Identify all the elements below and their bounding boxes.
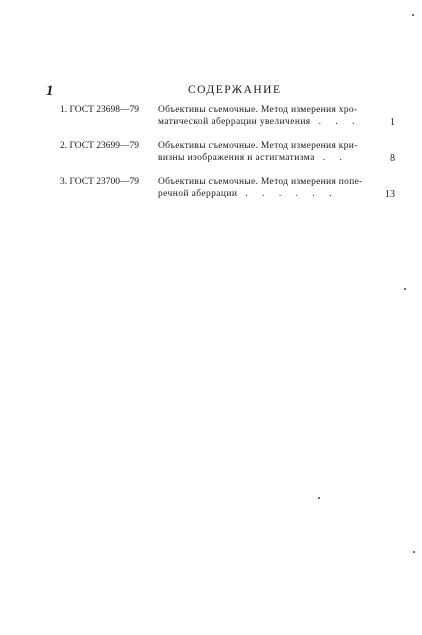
toc-entry-title-line2-text: визны изображения и астигматизма	[158, 153, 315, 163]
toc-entry-title-line1: Объективы съемочные. Метод измерения хро-	[158, 105, 358, 115]
corner-mark: 1	[46, 83, 54, 99]
scan-speck	[318, 497, 320, 499]
toc-entry-title-line2-text: речной аберрации	[158, 189, 238, 199]
toc-entry-2[interactable]	[60, 140, 405, 176]
scan-speck	[413, 551, 415, 553]
toc-entry-title-line2	[158, 116, 378, 129]
page-title: СОДЕРЖАНИЕ	[188, 84, 282, 96]
toc-entry-title-line1: Объективы съемочные. Метод измерения попе-	[158, 177, 363, 187]
toc-entry-page-number: 13	[385, 189, 395, 200]
toc-entry-3[interactable]	[60, 176, 405, 212]
toc-entry-title-line2	[158, 188, 378, 201]
toc-entry-page-number: 8	[390, 153, 395, 164]
table-of-contents	[60, 104, 405, 212]
toc-entry-1[interactable]	[60, 104, 405, 140]
scan-speck	[404, 288, 406, 290]
toc-entry-title-line2	[158, 152, 378, 165]
dot-leaders: . . . . . .	[245, 189, 338, 199]
toc-entry-number: 3. ГОСТ 23700—79	[60, 177, 139, 187]
toc-entry-number: 2. ГОСТ 23699—79	[60, 141, 139, 151]
scan-speck	[412, 14, 414, 16]
toc-entry-page-number: 1	[390, 117, 395, 128]
dot-leaders: . . .	[318, 117, 361, 127]
toc-entry-title-line1: Объективы съемочные. Метод измерения кри-	[158, 141, 358, 151]
toc-entry-number: 1. ГОСТ 23698—79	[60, 105, 139, 115]
toc-entry-title-line2-text: матической аберрации увеличения	[158, 117, 311, 127]
dot-leaders: . .	[322, 153, 348, 163]
